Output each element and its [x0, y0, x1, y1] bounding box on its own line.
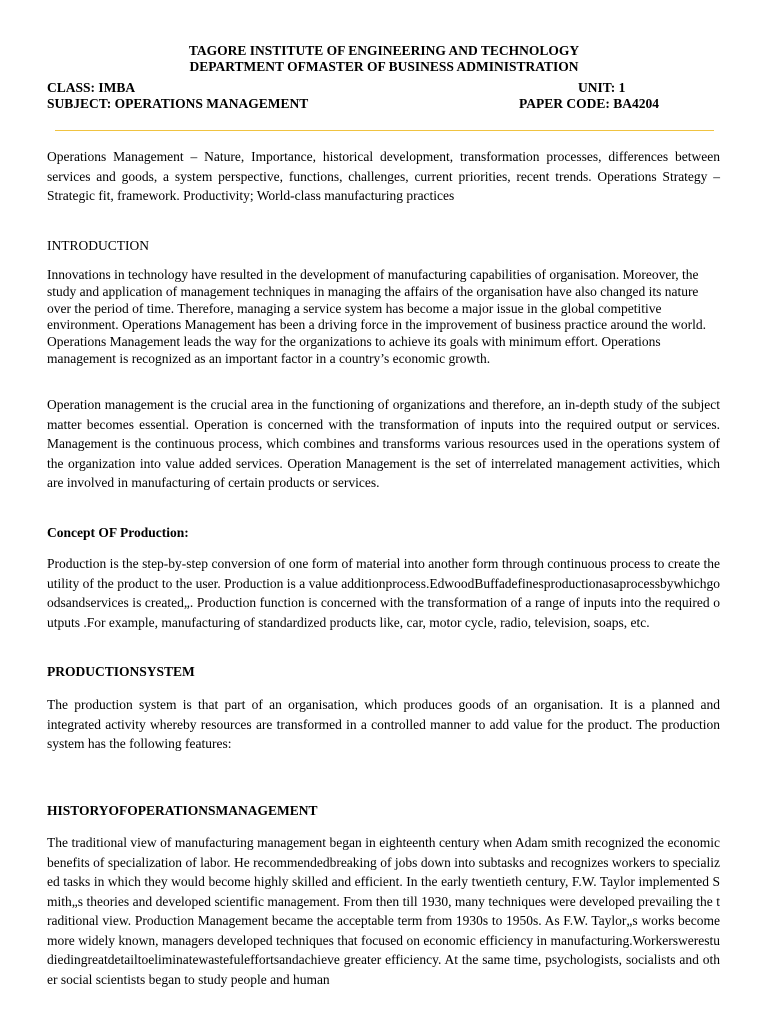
introduction-paragraph-2: Operation management is the crucial area in the functioning of organizations and therefore, an in-depth study of the subject matter becomes essential. Operation is concerned with the transformation of inputs into the required output or services. Management is the continuous process, which combines and transforms various resources used in the operations system of the organization into value added services. Operation Management is the set of interrelated management activities, which are involved in manufacturing of certain products or services.: [47, 397, 720, 490]
production-system-heading: PRODUCTIONSYSTEM: [47, 664, 195, 679]
history-paragraph: The traditional view of manufacturing management began in eighteenth century when Adam smith recognized the economic benefits of specialization of labor. He recommendedbreaking of jobs down into subtasks and recognizes workers to specialized tasks in which they would become highly skilled and efficient. In the early twentieth century, F.W. Taylor implemented Smith„s theories and developed scientific management. From then till 1930, many techniques were developed prevailing the traditional view. Production Management became the acceptable term from 1930s to 1950s. As F.W. Taylor„s works become more widely known, managers developed techniques that focused on economic efficiency in manufacturing.Workerswerestudiedingreatdetailtoeliminatewastefuleffortsandachieve greater efficiency. At the same time, psychologists, socialists and other social scientists began to study people and human: [47, 835, 720, 987]
introduction-paragraph-1: Innovations in technology have resulted in the development of manufacturing capabilities of organisation. Moreover, the study and application of management techniques in managing the affairs of the organisation have also changed its nature over the period of time. Therefore, managing a service system has become a major issue in the global competitive environment. Operations Management has been a driving force in the improvement of business practice around the world. Operations Management leads the way for the organizations to achieve its goals with minimum effort. Operations management is recognized as an important factor in a country’s economic growth.: [47, 267, 707, 366]
paper-code-label: PAPER CODE: BA4204: [519, 96, 659, 111]
class-label: CLASS: IMBA: [47, 80, 136, 95]
history-heading: HISTORYOFOPERATIONSMANAGEMENT: [47, 803, 318, 818]
introduction-heading: INTRODUCTION: [47, 238, 149, 253]
syllabus-paragraph: Operations Management – Nature, Importance, historical development, transformation processes, differences between services and goods, a system perspective, functions, challenges, current priorities, recent trends. Operations Strategy – Strategic fit, framework. Productivity; World-class manufacturing practices: [47, 149, 720, 203]
subject-label: SUBJECT: OPERATIONS MANAGEMENT: [47, 96, 309, 111]
header-divider: [55, 130, 714, 131]
unit-label: UNIT: 1: [578, 80, 626, 95]
concept-paragraph: Production is the step-by-step conversion of one form of material into another form through continuous process to create the utility of the product to the user. Production is a value additionprocess.EdwoodBuffadefinesproductionasaprocessbywhichgoodsandservices is created„. Production function is concerned with the transformation of a range of inputs into the required outputs .For example, manufacturing of standardized products like, car, motor cycle, radio, television, soaps, etc.: [47, 556, 720, 630]
institute-name: TAGORE INSTITUTE OF ENGINEERING AND TECHNOLOGY: [188, 43, 580, 58]
department-name: DEPARTMENT OFMASTER OF BUSINESS ADMINISTRATION: [189, 59, 579, 74]
production-system-paragraph: The production system is that part of an organisation, which produces goods of an organisation. It is a planned and integrated activity whereby resources are transformed in a controlled manner to add value for the product. The production system has the following features:: [47, 697, 720, 751]
concept-heading: Concept OF Production:: [47, 525, 189, 540]
